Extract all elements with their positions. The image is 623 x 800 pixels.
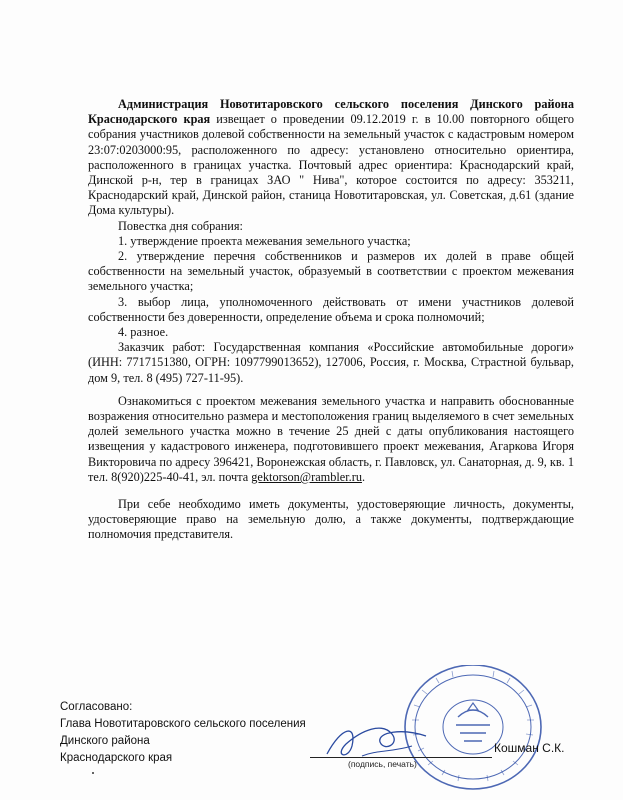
agenda-item-2: 2. утверждение перечня собственников и размеров их долей в праве общей собственности на земельный участок, образуемый в соответствии с проектом межевания земельного участка; [88, 249, 574, 294]
approver-position-line-3: Краснодарского края [60, 752, 173, 764]
agenda-item-3: 3. выбор лица, уполномоченного действовать от имени участников долевой собственности без доверенности, определение объема и срока полномочий; [88, 294, 574, 324]
review-text: Ознакомиться с проектом межевания земельного участка и направить обоснованные возражения относительно размера и местоположения границ выделяемого в счет земельных долей земельного участка можно в течение 25 дней с даты опубликования настоящего извещения у кадастрового инженера, подготовившего проект межевания, Агаркова Игоря Викторовича по адресу 396421, Воронежская область, г. Павловск, ул. Санаторная, д. 9, кв. 1 тел. 8(920)225-40-41, эл. почта [88, 393, 574, 484]
stray-dot [92, 772, 94, 774]
signature-caption: (подпись, печать) [348, 759, 417, 769]
approver-position-line-2: Динского района [60, 735, 150, 747]
approver-position-line-1: Глава Новотитаровского сельского поселения [60, 718, 306, 730]
notice-intro-text: извещает о проведении 09.12.2019 г. в 10.00 повторного общего собрания участников долевой собственности на земельный участок с кадастровым номером 23:07:0203000:95, расположенного по адресу: установлено относительно ориентира, расположенного в границах участка. Почтовый адрес ориентира: Краснодарский край, Динской р-н, тер в границах ЗАО " Нива", которое состоится по адресу: 353211, Краснодарский край, Динской район, станица Новотитаровская, ул. Советская, д.61 (здание Дома культуры). [88, 112, 574, 218]
review-end: . [361, 469, 366, 484]
notice-paragraph-intro [88, 97, 574, 219]
agenda-item-1: 1. утверждение проекта межевания земельного участка; [118, 233, 411, 248]
documents-paragraph: При себе необходимо иметь документы, удостоверяющие личность, документы, удостоверяющие право на земельную долю, а также документы, подтверждающие полномочия представителя. [88, 497, 574, 542]
signer-name: Кошман С.К. [494, 741, 565, 755]
customer-info: Заказчик работ: Государственная компания «Российские автомобильные дороги» (ИНН: 7717151380, ОГРН: 1097799013652), 127006, Россия, г. Москва, Страстной бульвар, дом 9, тел. 8 (495) 727-11-95). [88, 340, 574, 385]
approval-label: Согласовано: [60, 701, 133, 713]
agenda-item-4: 4. разное. [118, 325, 169, 340]
review-paragraph [88, 394, 574, 485]
notice-body [88, 97, 574, 543]
email-link[interactable]: gektorson@rambler.ru [251, 469, 362, 484]
notice-issuer: Администрация Новотитаровского сельского поселения Динского района Краснодарского края [88, 97, 574, 127]
agenda-title: Повестка дня собрания: [118, 218, 243, 233]
signature-line [310, 757, 492, 758]
